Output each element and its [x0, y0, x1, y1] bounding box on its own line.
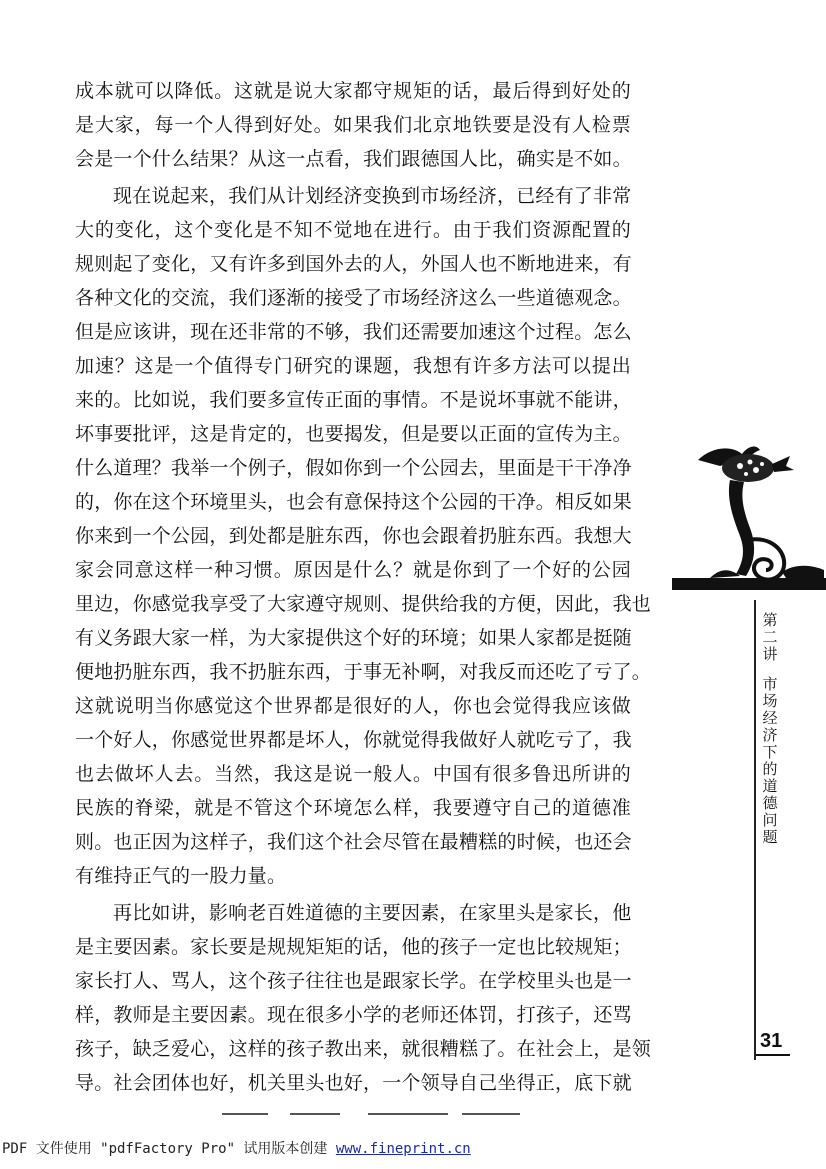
body-line: 什么道理？我举一个例子，假如你到一个公园去，里面是干干净净: [75, 457, 632, 479]
body-line: 有维持正气的一股力量。: [75, 865, 287, 887]
body-line: 导。社会团体也好，机关里头也好，一个领导自己坐得正，底下就: [75, 1072, 632, 1094]
body-line: 有义务跟大家一样，为大家提供这个好的环境；如果人家都是挺随: [75, 627, 632, 649]
body-line: 里边，你感觉我享受了大家遵守规则、提供给我的方便，因此，我也: [75, 593, 652, 615]
footer-link[interactable]: www.fineprint.cn: [335, 1141, 471, 1157]
body-line: 便地扔脏东西，我不扔脏东西，于事无补啊，对我反而还吃了亏了。: [75, 661, 652, 683]
scan-mark: [290, 1113, 340, 1115]
pdf-footer: [2, 1138, 471, 1158]
paragraph-start-line: 现在说起来，我们从计划经济变换到市场经济，已经有了非常: [113, 185, 632, 207]
body-line: 孩子，缺乏爱心，这样的孩子教出来，就很糟糕了。在社会上，是领: [75, 1038, 652, 1060]
body-line: 你来到一个公园，到处都是脏东西，你也会跟着扔脏东西。我想大: [75, 525, 632, 547]
scan-mark: [368, 1113, 448, 1115]
body-line: 来的。比如说，我们要多宣传正面的事情。不是说坏事就不能讲，: [75, 389, 632, 411]
body-line: 加速？这是一个值得专门研究的课题，我想有许多方法可以提出: [75, 355, 631, 377]
body-line: 民族的脊梁，就是不管这个环境怎么样，我要遵守自己的道德准: [75, 797, 631, 819]
body-line: 规则起了变化，又有许多到国外去的人，外国人也不断地进来，有: [75, 253, 632, 275]
body-line: 是主要因素。家长要是规规矩矩的话，他的孩子一定也比较规矩；: [75, 936, 632, 958]
page-number: 31: [760, 1030, 783, 1052]
body-line: 但是应该讲，现在还非常的不够，我们还需要加速这个过程。怎么: [75, 321, 632, 343]
body-line: 也去做坏人去。当然，我这是说一般人。中国有很多鲁迅所讲的: [75, 763, 631, 785]
scan-mark: [222, 1113, 268, 1115]
scan-mark: [462, 1113, 520, 1115]
body-line: 坏事要批评，这是肯定的，也要揭发，但是要以正面的宣传为主。: [75, 423, 632, 445]
body-line: 则。也正因为这样子，我们这个社会尽管在最糟糕的时候，也还会: [75, 831, 632, 853]
body-line: 样，教师是主要因素。现在很多小学的老师还体罚，打孩子，还骂: [75, 1004, 632, 1026]
body-line: 会是一个什么结果？从这一点看，我们跟德国人比，确实是不如。: [75, 148, 632, 170]
body-line: 家长打人、骂人，这个孩子往往也是跟家长学。在学校里头也是一: [75, 970, 632, 992]
chapter-title: 市场经济下的道德问题: [762, 675, 778, 846]
body-line: 是大家，每一个人得到好处。如果我们北京地铁要是没有人检票: [75, 114, 631, 136]
body-line: 一个好人，你感觉世界都是坏人，你就觉得我做好人就吃亏了，我: [75, 729, 632, 751]
body-line: 大的变化，这个变化是不知不觉地在进行。由于我们资源配置的: [75, 219, 631, 241]
header-rule: [672, 578, 826, 590]
page-number-rule: [756, 1054, 790, 1056]
body-line: 成本就可以降低。这就是说大家都守规矩的话，最后得到好处的: [75, 80, 631, 102]
body-line: 各种文化的交流，我们逐渐的接受了市场经济这么一些道德观念。: [75, 287, 632, 309]
body-line: 这就说明当你感觉这个世界都是很好的人，你也会觉得我应该做: [75, 695, 631, 717]
chapter-label: 第二讲: [762, 611, 778, 663]
body-line: 家会同意这样一种习惯。原因是什么？就是你到了一个好的公园: [75, 559, 631, 581]
paragraph-start-line: 再比如讲，影响老百姓道德的主要因素，在家里头是家长，他: [113, 902, 632, 924]
body-line: 的，你在这个环境里头，也会有意保持这个公园的干净。相反如果: [75, 491, 632, 513]
bird-ornament-icon: [690, 440, 826, 600]
footer-text: PDF 文件使用 "pdfFactory Pro" 试用版本创建: [2, 1141, 336, 1157]
margin-rule: [754, 600, 756, 1060]
